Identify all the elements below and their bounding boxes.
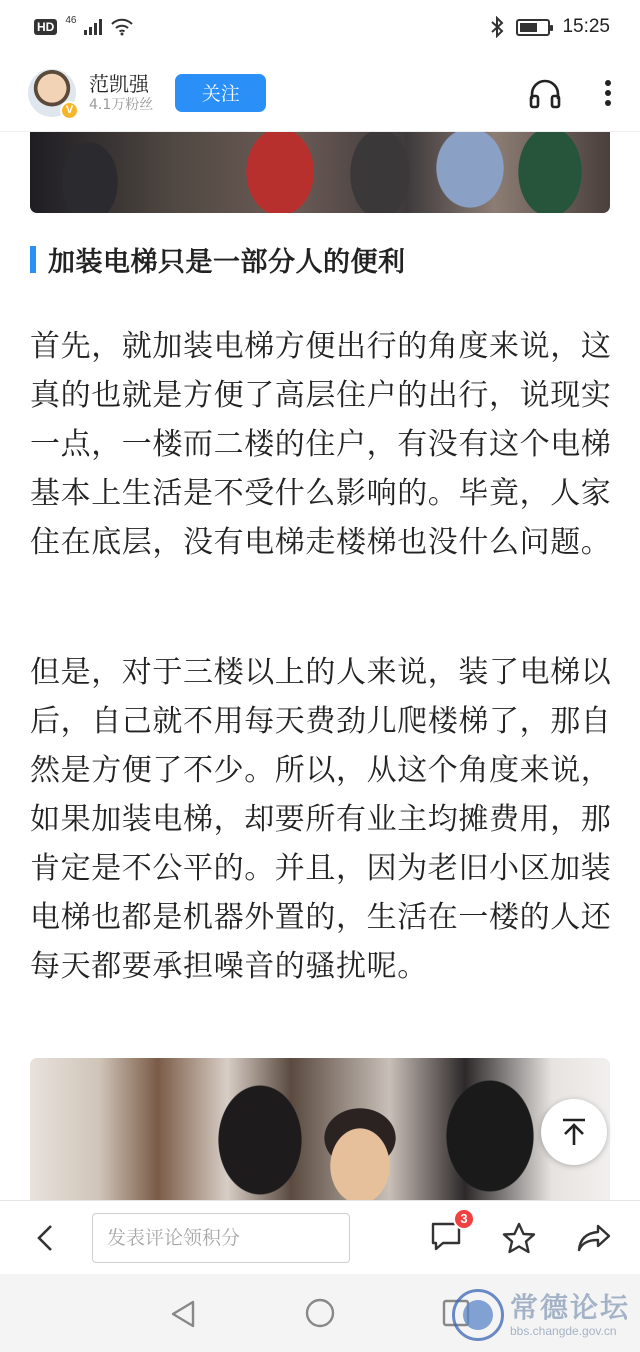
bluetooth-icon: [490, 16, 504, 38]
watermark-url: bbs.changde.gov.cn: [510, 1324, 617, 1338]
author-header: [0, 54, 640, 132]
verified-badge: V: [60, 101, 79, 120]
article-paragraph: 首先，就加装电梯方便出行的角度来说，这真的也就是方便了高层住户的出行，说现实一点，一楼而二楼的住户，有没有这个电梯基本上生活是不受什么影响的。毕竟，人家住在底层，没有电梯走楼梯也没什么问题。: [30, 329, 612, 560]
back-to-top-button[interactable]: [541, 1099, 607, 1165]
status-right: [490, 16, 610, 38]
comment-button[interactable]: [430, 1211, 468, 1255]
watermark-seal: [452, 1289, 504, 1341]
author-fans: 4.1万粉丝: [89, 96, 154, 113]
article-body[interactable]: [0, 132, 640, 1200]
toolbar-actions: [430, 1211, 612, 1255]
forum-watermark: [452, 1284, 632, 1346]
article-paragraph: 但是，对于三楼以上的人来说，装了电梯以后，自己就不用每天费劲儿爬楼梯了，那自然是方便了不少。所以，从这个角度来说，如果加装电梯，却要所有业主均摊费用，那肯定是不公平的。并且，因为老旧小区加装电梯也都是机器外置的，生活在一楼的人还每天都要承担噪音的骚扰呢。: [30, 655, 612, 984]
share-icon[interactable]: [576, 1223, 612, 1253]
comment-input[interactable]: [92, 1213, 350, 1263]
author-info[interactable]: [89, 72, 153, 114]
nav-back-icon[interactable]: [170, 1299, 196, 1329]
signal-icon: [84, 19, 102, 35]
article-photo-crowd[interactable]: [30, 132, 610, 213]
article-photo-people[interactable]: [30, 1058, 610, 1200]
bottom-toolbar: [0, 1200, 640, 1274]
watermark-title: 常德论坛: [510, 1291, 631, 1324]
comment-count-badge: 3: [453, 1208, 475, 1230]
avatar[interactable]: [28, 69, 76, 117]
headphones-icon[interactable]: [528, 77, 562, 109]
section-heading-text: 加装电梯只是一部分人的便利: [48, 247, 406, 278]
more-icon[interactable]: [604, 79, 612, 107]
clock: 15:25: [562, 16, 610, 37]
author-name[interactable]: 范凯强: [89, 71, 149, 96]
heading-accent-bar: [30, 246, 36, 273]
header-actions: [528, 77, 612, 109]
status-left: [34, 14, 134, 36]
wifi-icon: [110, 18, 134, 36]
battery-icon: [516, 19, 550, 36]
back-to-top-icon: [560, 1117, 588, 1147]
network-type: 46: [65, 14, 77, 26]
follow-button[interactable]: 关注: [175, 74, 266, 112]
back-icon[interactable]: [36, 1223, 54, 1253]
nav-home-icon[interactable]: [305, 1298, 335, 1328]
star-icon[interactable]: [502, 1222, 536, 1254]
status-bar: [0, 0, 640, 54]
watermark-text: [510, 1292, 630, 1338]
section-heading: [30, 240, 406, 279]
hd-badge: HD: [34, 19, 57, 35]
